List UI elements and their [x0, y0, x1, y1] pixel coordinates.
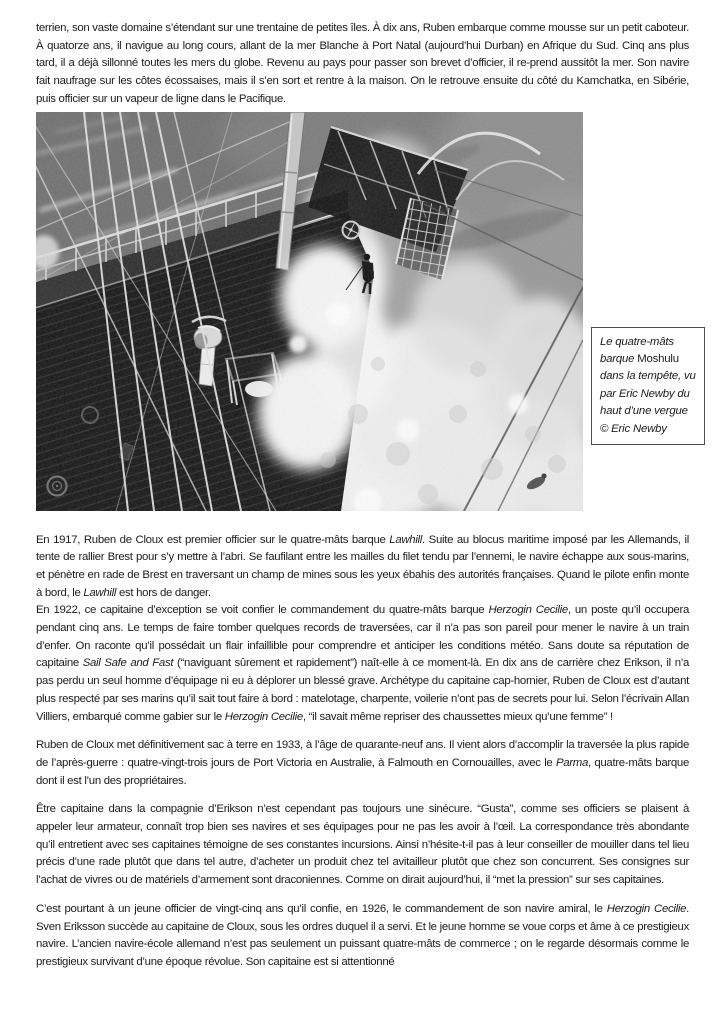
paragraph-gusta: Être capitaine dans la compagnie d’Erikson n’est cependant pas toujours une sinécure. “Gusta”, comme ses officiers se plaisent à appeler leur armateur, connaît trop bien ses navires et ses équipages pour ne pas les avoir à l’œil. La correspondance très abondante qu’il entretient avec ses capitaines témoigne de ses constantes incursions. Ainsi n’hésite-t-il pas à leur conseiller de mouiller dans tel lieu précis d’une rade plutôt que dans tel autre, d’acheter un produit chez tel avitailleur plutôt que chez son concurrent. Ses consignes sur l’achat de vivres ou de matériels d’armement sont draconiennes. Comme on dirait aujourd’hui, il “met la pression” sur ses capitaines.	[36, 803, 689, 887]
film-grain	[36, 112, 583, 511]
figure-row	[36, 112, 705, 511]
photo-caption-box	[591, 327, 705, 445]
storm-photo	[36, 112, 583, 511]
storm-photo-frame	[36, 112, 583, 511]
paragraph-1922: En 1922, ce capitaine d’exception se voit confier le commandement du quatre-mâts barque Herzogin Cecilie, un poste qu’il occupera pendant cinq ans. Le temps de faire tomber quelques records de traversées, car il n’a pas son pareil pour mener le navire à un train d’enfer. On raconte qu’il possédait un flair infaillible pour comprendre et anticiper les conditions météo. Sans doute sa réputation de capitaine Sail Safe and Fast (“naviguant sûrement et rapidement”) naît-elle à ce moment-là. En dix ans de carrière chez Erikson, il n’a pas perdu un seul homme d’équipage ni eu à déplorer un blessé grave. Archétype du capitaine cap-hornier, Ruben de Cloux est d’autant plus respecté par ses marins qu’il sait tout faire à bord : matelotage, charpente, voilerie n’ont pas de secrets pour lui. Selon l’écrivain Allan Villiers, embarqué comme gabier sur le Herzogin Cecilie, “il savait même repriser des chaussettes mieux qu’une femme” !	[36, 604, 689, 723]
photo-caption: Le quatre-mâts barque Moshulu dans la tempête, vu par Eric Newby du haut d’une vergue © Eric Newby	[600, 335, 696, 435]
paragraph-1933: Ruben de Cloux met définitivement sac à terre en 1933, à l’âge de quarante-neuf ans. Il vient alors d’accomplir la traversée la plus rapide de l’après-guerre : quatre-vingt-trois jours de Port Victoria en Australie, à Falmouth en Cornouailles, avec le Parma, quatre-mâts barque dont il est l’un des propriétaires.	[36, 739, 689, 787]
paragraph-1917: En 1917, Ruben de Cloux est premier officier sur le quatre-mâts barque Lawhill. Suite au blocus maritime imposé par les Allemands, il tente de rallier Brest pour s’y mettre à l’abri. Se faufilant entre les mailles du filet tendu par l’ennemi, le navire échappe aux sous-marins, et pénètre en rade de Brest en traversant un champ de mines sous les yeux ébahis des autorités françaises. Quand le pilote enfin monte à bord, le Lawhill est hors de danger.	[36, 533, 689, 599]
paragraph-intro: terrien, son vaste domaine s’étendant sur une trentaine de petites îles. À dix ans, Ruben embarque comme mousse sur un petit caboteur. À quatorze ans, il navigue au long cours, allant de la mer Blanche à Port Natal (aujourd’hui Durban) en Afrique du Sud. Cinq ans plus tard, il a déjà sillonné toutes les mers du globe. Revenu au pays pour passer son brevet d’officier, il re-prend aussitôt la mer. Son navire fait naufrage sur les côtes écossaises, mais il s’en sort et rentre à la maison. On le retrouve ensuite du côté du Kamchatka, en Sibérie, puis officier sur un vapeur de ligne dans le Pacifique.	[36, 22, 689, 105]
paragraph-1926: C’est pourtant à un jeune officier de vingt-cinq ans qu’il confie, en 1926, le commandement de son navire amiral, le Herzogin Cecilie. Sven Eriksson succède au capitaine de Cloux, sous les ordres duquel il a servi. Et le jeune homme se voue corps et âme à ce prestigieux navire. L’ancien navire-école allemand n’est pas seulement un puissant quatre-mâts de commerce ; on le regarde désormais comme le prestigieux survivant d’une époque révolue. Son capitaine est si attentionné	[36, 902, 689, 968]
